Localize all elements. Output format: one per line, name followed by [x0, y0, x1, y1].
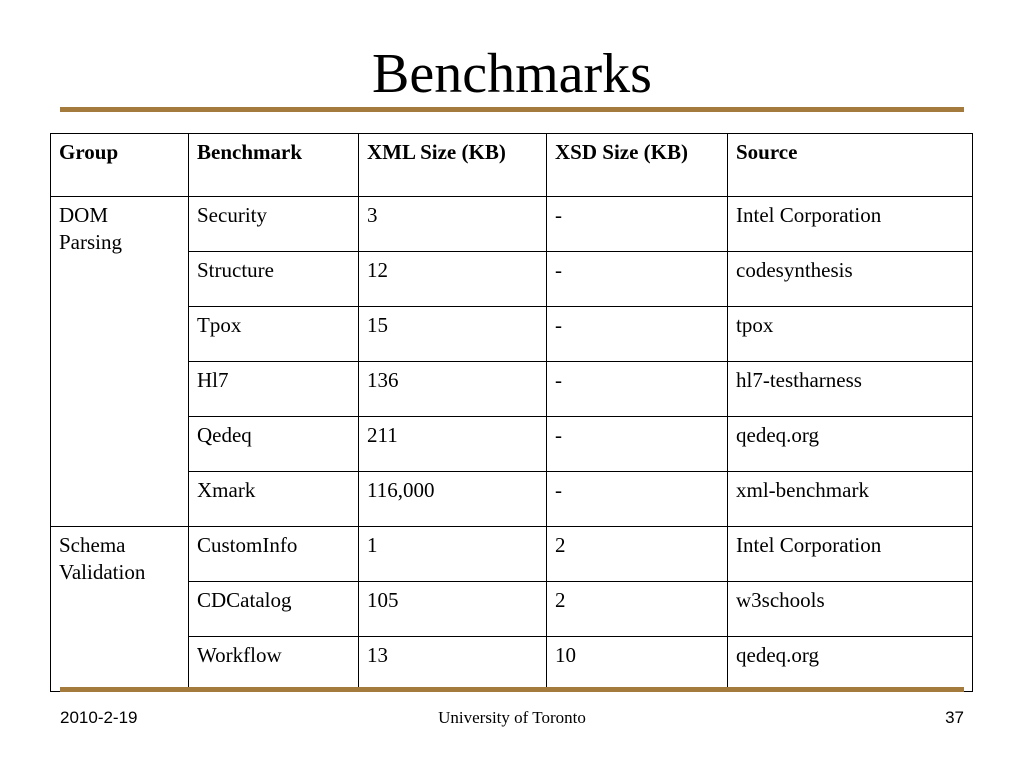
benchmark-cell: CustomInfo	[189, 527, 359, 582]
page-number: 37	[945, 708, 964, 727]
source-cell: qedeq.org	[728, 417, 973, 472]
header-cell-xsd-size: XSD Size (KB)	[547, 134, 728, 197]
xml-size-cell: 211	[359, 417, 547, 472]
benchmark-cell: Structure	[189, 252, 359, 307]
benchmark-cell: Tpox	[189, 307, 359, 362]
source-cell: Intel Corporation	[728, 197, 973, 252]
source-cell: Intel Corporation	[728, 527, 973, 582]
table-row	[51, 362, 973, 417]
table-row	[51, 417, 973, 472]
xsd-size-cell: 2	[547, 527, 728, 582]
xsd-size-cell: -	[547, 472, 728, 527]
source-cell: w3schools	[728, 582, 973, 637]
xml-size-cell: 3	[359, 197, 547, 252]
benchmark-cell: CDCatalog	[189, 582, 359, 637]
xml-size-cell: 12	[359, 252, 547, 307]
xml-size-cell: 15	[359, 307, 547, 362]
footer-date: 2010-2-19	[60, 708, 138, 727]
xsd-size-cell: 2	[547, 582, 728, 637]
xml-size-cell: 105	[359, 582, 547, 637]
table-row	[51, 197, 973, 252]
xsd-size-cell: -	[547, 197, 728, 252]
xsd-size-cell: -	[547, 362, 728, 417]
benchmark-cell: Qedeq	[189, 417, 359, 472]
benchmarks-table	[50, 133, 973, 692]
xsd-size-cell: -	[547, 307, 728, 362]
header-cell-group: Group	[51, 134, 189, 197]
xml-size-cell: 116,000	[359, 472, 547, 527]
xml-size-cell: 136	[359, 362, 547, 417]
header-cell-xml-size: XML Size (KB)	[359, 134, 547, 197]
table-row	[51, 472, 973, 527]
table-row	[51, 637, 973, 692]
benchmark-cell: Hl7	[189, 362, 359, 417]
header-cell-source: Source	[728, 134, 973, 197]
source-cell: qedeq.org	[728, 637, 973, 692]
xsd-size-cell: 10	[547, 637, 728, 692]
benchmark-cell: Xmark	[189, 472, 359, 527]
xsd-size-cell: -	[547, 417, 728, 472]
group-cell: DOM Parsing	[51, 197, 189, 527]
xsd-size-cell: -	[547, 252, 728, 307]
benchmark-cell: Workflow	[189, 637, 359, 692]
bottom-divider	[60, 687, 964, 692]
benchmark-cell: Security	[189, 197, 359, 252]
table-row	[51, 307, 973, 362]
table-row	[51, 582, 973, 637]
source-cell: hl7-testharness	[728, 362, 973, 417]
table-row	[51, 527, 973, 582]
table-row	[51, 252, 973, 307]
source-cell: xml-benchmark	[728, 472, 973, 527]
slide-title: Benchmarks	[372, 43, 652, 105]
header-row	[51, 134, 973, 197]
source-cell: codesynthesis	[728, 252, 973, 307]
top-divider	[60, 107, 964, 112]
footer-institution: University of Toronto	[438, 708, 586, 727]
xml-size-cell: 1	[359, 527, 547, 582]
xml-size-cell: 13	[359, 637, 547, 692]
header-cell-benchmark: Benchmark	[189, 134, 359, 197]
source-cell: tpox	[728, 307, 973, 362]
group-cell: Schema Validation	[51, 527, 189, 692]
